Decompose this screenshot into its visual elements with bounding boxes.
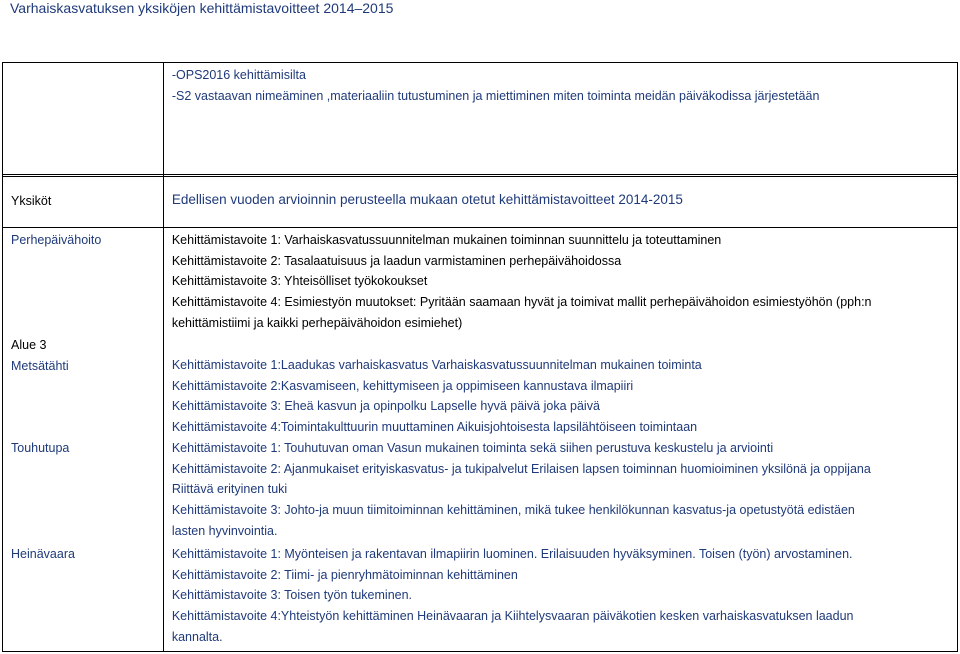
goal-line: Kehittämistavoite 1: Varhaiskasvatussuunnitelman mukainen toiminnan suunnittelu ja toteuttaminen	[171, 233, 722, 247]
units-header-label: Yksiköt	[11, 194, 52, 208]
goal-line: Kehittämistavoite 1: Myönteisen ja rakentavan ilmapiirin luominen. Erilaisuuden hyväksyminen. Toisen (työn) arvostaminen.	[171, 547, 853, 561]
unit-goals-cell	[164, 544, 958, 652]
intro-row	[3, 63, 958, 175]
units-column-header	[3, 177, 164, 228]
area-label: Alue 3	[11, 338, 47, 352]
goal-line: Kehittämistavoite 1:Laadukas varhaiskasvatus Varhaiskasvatussuunnitelman mukainen toiminta	[171, 358, 702, 372]
goal-line: Kehittämistavoite 2: Ajanmukaiset erityiskasvatus- ja tukipalvelut Erilaisen lapsen toiminnan huomioiminen yksilönä ja oppijana	[171, 461, 871, 476]
unit-name: Heinävaara	[11, 547, 75, 561]
unit-name-cell	[3, 544, 164, 652]
goal-line: Kehittämistavoite 2: Tasalaatuisuus ja laadun varmistaminen perhepäivähoidossa	[171, 253, 622, 268]
unit-row-perhepaivahoito	[3, 228, 958, 333]
goal-line: kehittämistiimi ja kaikki perhepäivähoidon esimiehet)	[171, 315, 463, 330]
intro-cell	[164, 63, 958, 175]
goal-line: Kehittämistavoite 2:Kasvamiseen, kehittymiseen ja oppimiseen kannustava ilmapiiri	[171, 378, 634, 393]
goal-line: Kehittämistavoite 1: Touhutuvan oman Vasun mukainen toiminta sekä siihen perustuva keskustelu ja arviointi	[171, 441, 774, 455]
goal-line: Riittävä erityinen tuki	[171, 482, 288, 497]
unit-name-cell	[3, 438, 164, 544]
goal-line: Kehittämistavoite 3: Eheä kasvun ja opinpolku Lapselle hyvä päivä joka päivä	[171, 399, 600, 414]
unit-name-cell	[3, 333, 164, 438]
unit-row-metsatahti	[3, 333, 958, 438]
table-header-row	[3, 177, 958, 228]
goal-line: lasten hyvinvointia.	[171, 523, 278, 538]
goal-line: Kehittämistavoite 4:Toimintakulttuurin muuttaminen Aikuisjohtoisesta lapsilähtöiseen toimintaan	[171, 420, 698, 435]
intro-line: -OPS2016 kehittämisilta	[171, 68, 306, 82]
document-header: Varhaiskasvatuksen yksiköjen kehittämistavoitteet 2014–2015	[10, 0, 394, 16]
goal-line: Kehittämistavoite 3: Yhteisölliset työkokoukset	[171, 274, 428, 289]
unit-name: Touhutupa	[11, 441, 70, 455]
goal-line: Kehittämistavoite 3: Toisen työn tukeminen.	[171, 588, 413, 603]
unit-goals-cell	[164, 228, 958, 333]
goals-header-label: Edellisen vuoden arvioinnin perusteella mukaan otetut kehittämistavoitteet 2014-2015	[171, 192, 683, 207]
goals-column-header	[164, 177, 958, 228]
intro-line: -S2 vastaavan nimeäminen ,materiaaliin tutustuminen ja miettiminen miten toiminta meidän päiväkodissa järjestetään	[171, 88, 820, 103]
unit-row-heinavaara	[3, 544, 958, 652]
unit-row-touhutupa	[3, 438, 958, 544]
goal-line: Kehittämistavoite 3: Johto-ja muun tiimitoiminnan kehittäminen, mikä tukee henkilökunnan kasvatus-ja opetustyötä edistäen	[171, 503, 855, 518]
goals-table	[2, 62, 958, 652]
goal-line: Kehittämistavoite 4: Esimiestyön muutokset: Pyritään saamaan hyvät ja toimivat mallit perhepäivähoidon esimiestyöhön (pph:n	[171, 295, 872, 310]
unit-goals-cell	[164, 333, 958, 438]
goal-line: kannalta.	[171, 629, 223, 644]
unit-name: Metsätähti	[11, 358, 69, 373]
intro-empty-cell	[3, 63, 164, 175]
goal-line: Kehittämistavoite 2: Tiimi- ja pienryhmätoiminnan kehittäminen	[171, 567, 518, 582]
unit-goals-cell	[164, 438, 958, 544]
goal-line: Kehittämistavoite 4:Yhteistyön kehittäminen Heinävaaran ja Kiihtelysvaaran päiväkotien kesken varhaiskasvatuksen laadun	[171, 609, 854, 624]
unit-name: Perhepäivähoito	[11, 233, 102, 247]
unit-name-cell	[3, 228, 164, 333]
